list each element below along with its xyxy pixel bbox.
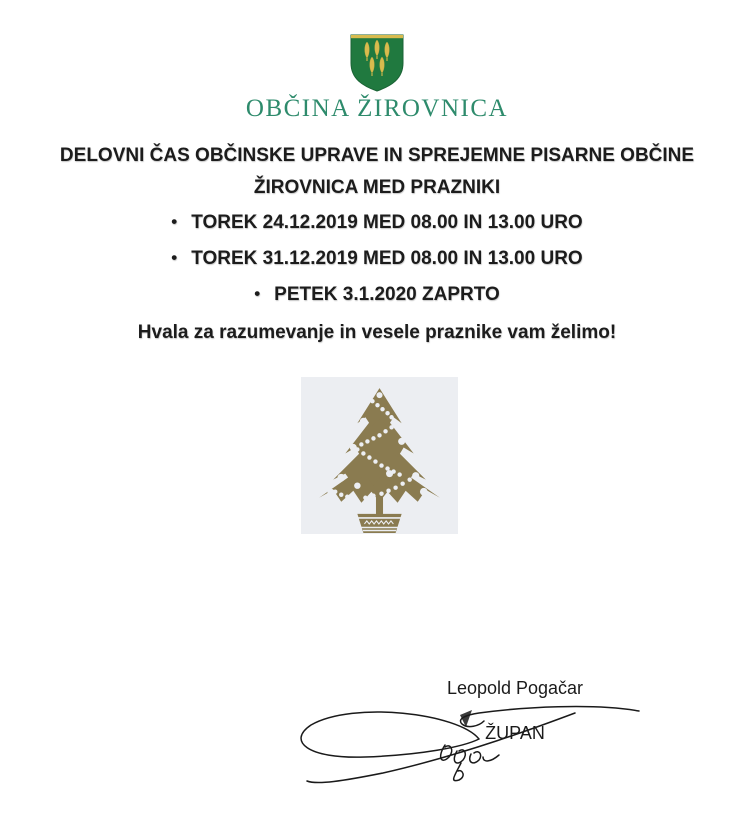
bullet-marker: • (171, 212, 178, 231)
christmas-tree-image (301, 377, 458, 534)
list-item (0, 284, 754, 320)
list-item (0, 212, 754, 248)
schedule-item-text: PETEK 3.1.2020 ZAPRTO (274, 284, 500, 305)
signer-role: ŽUPAN (485, 723, 545, 743)
signer-name: Leopold Pogačar (446, 678, 584, 698)
notice-title-line2: ŽIROVNICA MED PRAZNIKI (253, 177, 501, 198)
holiday-schedule-list (0, 212, 754, 320)
closing-message: Hvala za razumevanje in vesele praznike vam želimo! (137, 322, 617, 343)
organization-name: OBČINA ŽIROVNICA (245, 95, 509, 122)
list-item (0, 248, 754, 284)
christmas-tree-icon (301, 377, 458, 534)
municipal-coat-of-arms-icon (349, 33, 405, 93)
notice-title (0, 140, 754, 204)
signature-scrawl-icon (283, 699, 645, 793)
bullet-marker: • (171, 248, 178, 267)
schedule-item-text: TOREK 31.12.2019 MED 08.00 IN 13.00 URO (191, 248, 583, 269)
bullet-marker: • (254, 284, 261, 303)
notice-title-line1: DELOVNI ČAS OBČINSKE UPRAVE IN SPREJEMNE PISARNE OBČINE (59, 145, 695, 166)
schedule-item-text: TOREK 24.12.2019 MED 08.00 IN 13.00 URO (191, 212, 583, 233)
